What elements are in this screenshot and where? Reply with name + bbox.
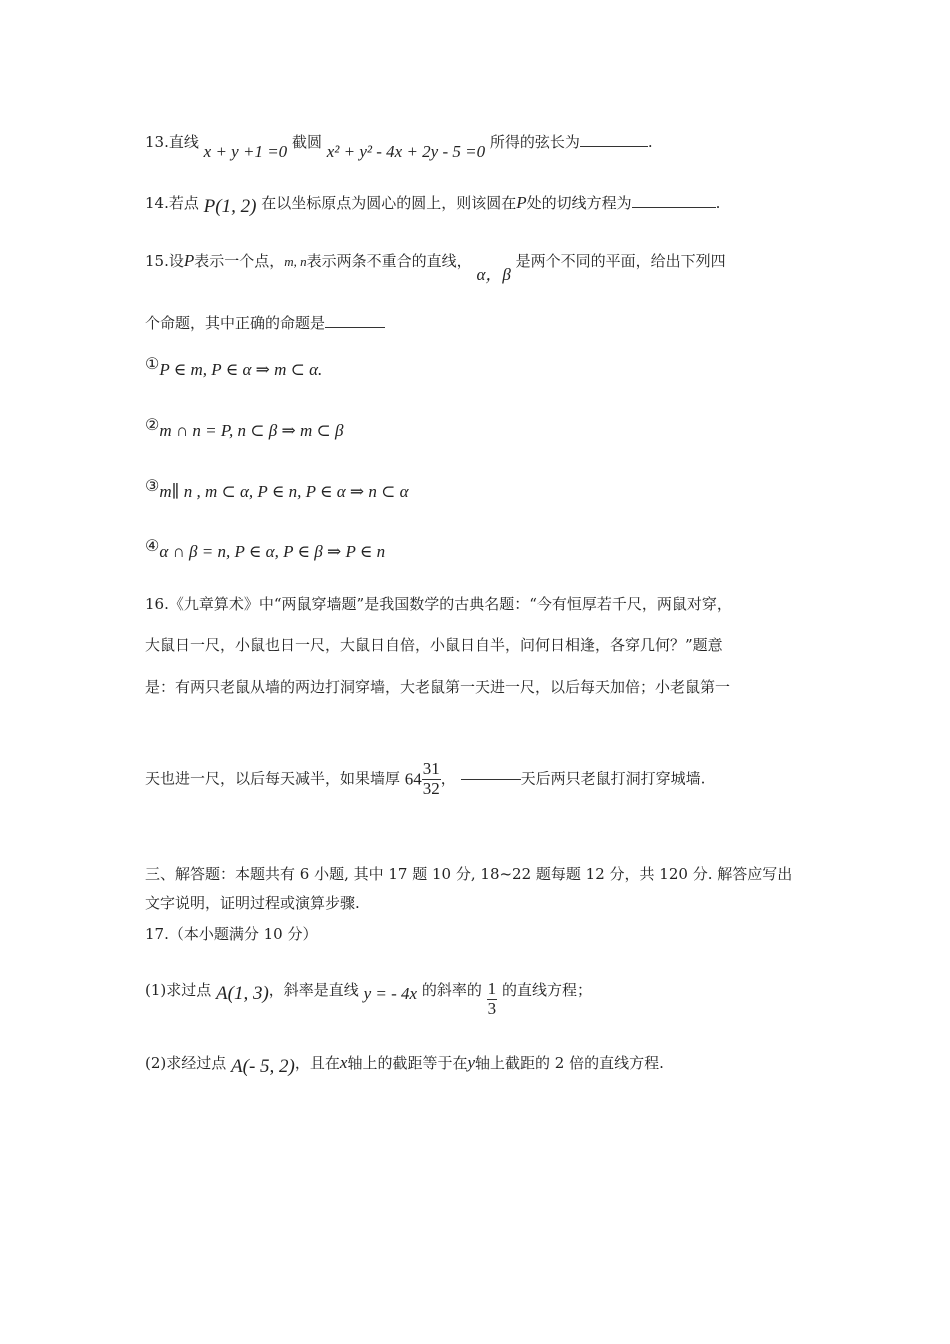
q16-text: 是：有两只老鼠从墙的两边打洞穿墙，大老鼠第一天进一尺，以后每天加倍；小老鼠第一 — [145, 678, 731, 696]
question-17-part1 — [145, 972, 592, 1018]
section-3-text: 三、解答题：本题共有 6 小题, 其中 17 题 10 分, 18~22 题每题 12 分，共 120 分. 解答应写出 — [145, 865, 793, 883]
q13-line-equation: x + y +1 =0 — [203, 142, 288, 161]
question-16-line1 — [145, 597, 732, 612]
q15-number: 15. — [145, 252, 169, 270]
section-3-text: 文字说明，证明过程或演算步骤. — [145, 894, 360, 912]
q17-text: (1)求过点 — [145, 981, 212, 1000]
q17-text: 轴上截距的 2 倍的直线方程. — [475, 1054, 664, 1072]
proposition-4 — [145, 536, 386, 561]
question-16-line2 — [145, 638, 723, 653]
q16-text: 16.《九章算术》中“两鼠穿墙题”是我国数学的古典名题：“今有恒厚若千尺，两鼠对穿， — [145, 595, 732, 613]
q16-text: 天后两只老鼠打洞打穿城墙. — [520, 769, 706, 788]
q17-text: 的斜率的 — [421, 981, 482, 1000]
q14-point: P(1, 2) — [203, 196, 257, 217]
q13-circle-equation: x² + y² - 4x + 2y - 5 =0 — [326, 142, 486, 161]
question-13 — [145, 133, 653, 161]
prop-expression: P ∈ m, P ∈ α ⇒ m ⊂ α. — [159, 360, 323, 379]
fraction-numerator: 31 — [422, 759, 440, 778]
q17-text: 的直线方程； — [501, 981, 592, 1000]
proposition-2 — [145, 415, 344, 440]
prop-expression: m ∩ n = P, n ⊂ β ⇒ m ⊂ β — [159, 421, 344, 440]
q14-number: 14. — [145, 194, 169, 212]
q16-text: 天也进一尺，以后每天减半，如果墙厚 — [145, 769, 401, 788]
q13-text: 直线 — [168, 133, 199, 151]
q14-period: . — [715, 194, 721, 212]
answer-blank[interactable] — [580, 145, 648, 147]
q17-text: 轴上的截距等于在 — [347, 1054, 468, 1072]
q15-text: 表示两条不重合的直线， — [306, 252, 472, 270]
q17-text: ，斜率是直线 — [268, 981, 359, 1000]
question-14 — [145, 193, 721, 217]
q17-line-equation: y = - 4x — [363, 984, 418, 1004]
q17-point-a: A(- 5, 2) — [231, 1056, 295, 1077]
q16-comma: ， — [440, 769, 456, 788]
q16-mixed-whole: 64 — [404, 769, 422, 789]
question-16-line4 — [145, 760, 705, 798]
q14-text: 处的切线方程为 — [526, 194, 632, 212]
answer-blank[interactable] — [461, 778, 521, 780]
fraction-numerator: 1 — [487, 979, 497, 998]
fraction-denominator: 32 — [422, 778, 440, 798]
q13-period: . — [647, 133, 653, 151]
q15-var-p: P — [183, 251, 195, 270]
answer-blank[interactable] — [632, 206, 716, 208]
q13-text: 截圆 — [291, 133, 322, 151]
answer-blank[interactable] — [325, 326, 385, 328]
question-15-line2 — [145, 316, 385, 331]
prop-expression: m∥ n , m ⊂ α, P ∈ n, P ∈ α ⇒ n ⊂ α — [159, 482, 409, 501]
q17-text: ，且在 — [294, 1054, 340, 1072]
prop-expression: α ∩ β = n, P ∈ α, P ∈ β ⇒ P ∈ n — [159, 542, 386, 561]
proposition-1 — [145, 354, 323, 379]
q17-fraction — [487, 980, 498, 1018]
fraction-denominator: 3 — [487, 998, 497, 1018]
q15-text: 设 — [168, 252, 184, 270]
q14-var-p: P — [516, 193, 527, 212]
q15-var-mn: m, n — [284, 254, 307, 269]
section-3-header — [145, 867, 792, 882]
q17-title: 17.（本小题满分 10 分） — [145, 925, 318, 943]
q14-text: 在以坐标原点为圆心的圆上，则该圆在 — [261, 194, 517, 212]
prop-marker: ④ — [145, 536, 160, 555]
q13-text: 所得的弦长为 — [489, 133, 580, 151]
prop-marker: ③ — [145, 476, 160, 495]
question-17-title — [145, 927, 317, 942]
question-15 — [145, 251, 726, 284]
q15-text: 是两个不同的平面，给出下列四 — [515, 252, 726, 270]
section-3-header-line2 — [145, 896, 360, 911]
q15-text: 个命题，其中正确的命题是 — [145, 314, 326, 332]
q17-var-y: y — [467, 1053, 475, 1072]
q17-text: (2)求经过点 — [145, 1054, 227, 1072]
question-17-part2 — [145, 1053, 664, 1077]
prop-marker: ② — [145, 415, 160, 434]
question-16-line3 — [145, 680, 730, 695]
proposition-3 — [145, 476, 409, 501]
q15-planes: α，β — [476, 265, 511, 284]
q13-number: 13. — [145, 133, 169, 151]
q16-text: 大鼠日一尺，小鼠也日一尺，大鼠日自倍，小鼠日自半，问何日相逢，各穿几何？”题意 — [145, 636, 723, 654]
q17-point-a: A(1, 3) — [216, 983, 269, 1005]
q16-fraction — [422, 760, 441, 798]
prop-marker: ① — [145, 354, 160, 373]
q14-text: 若点 — [168, 194, 199, 212]
q15-text: 表示一个点， — [194, 252, 285, 270]
q17-var-x: x — [339, 1053, 348, 1072]
